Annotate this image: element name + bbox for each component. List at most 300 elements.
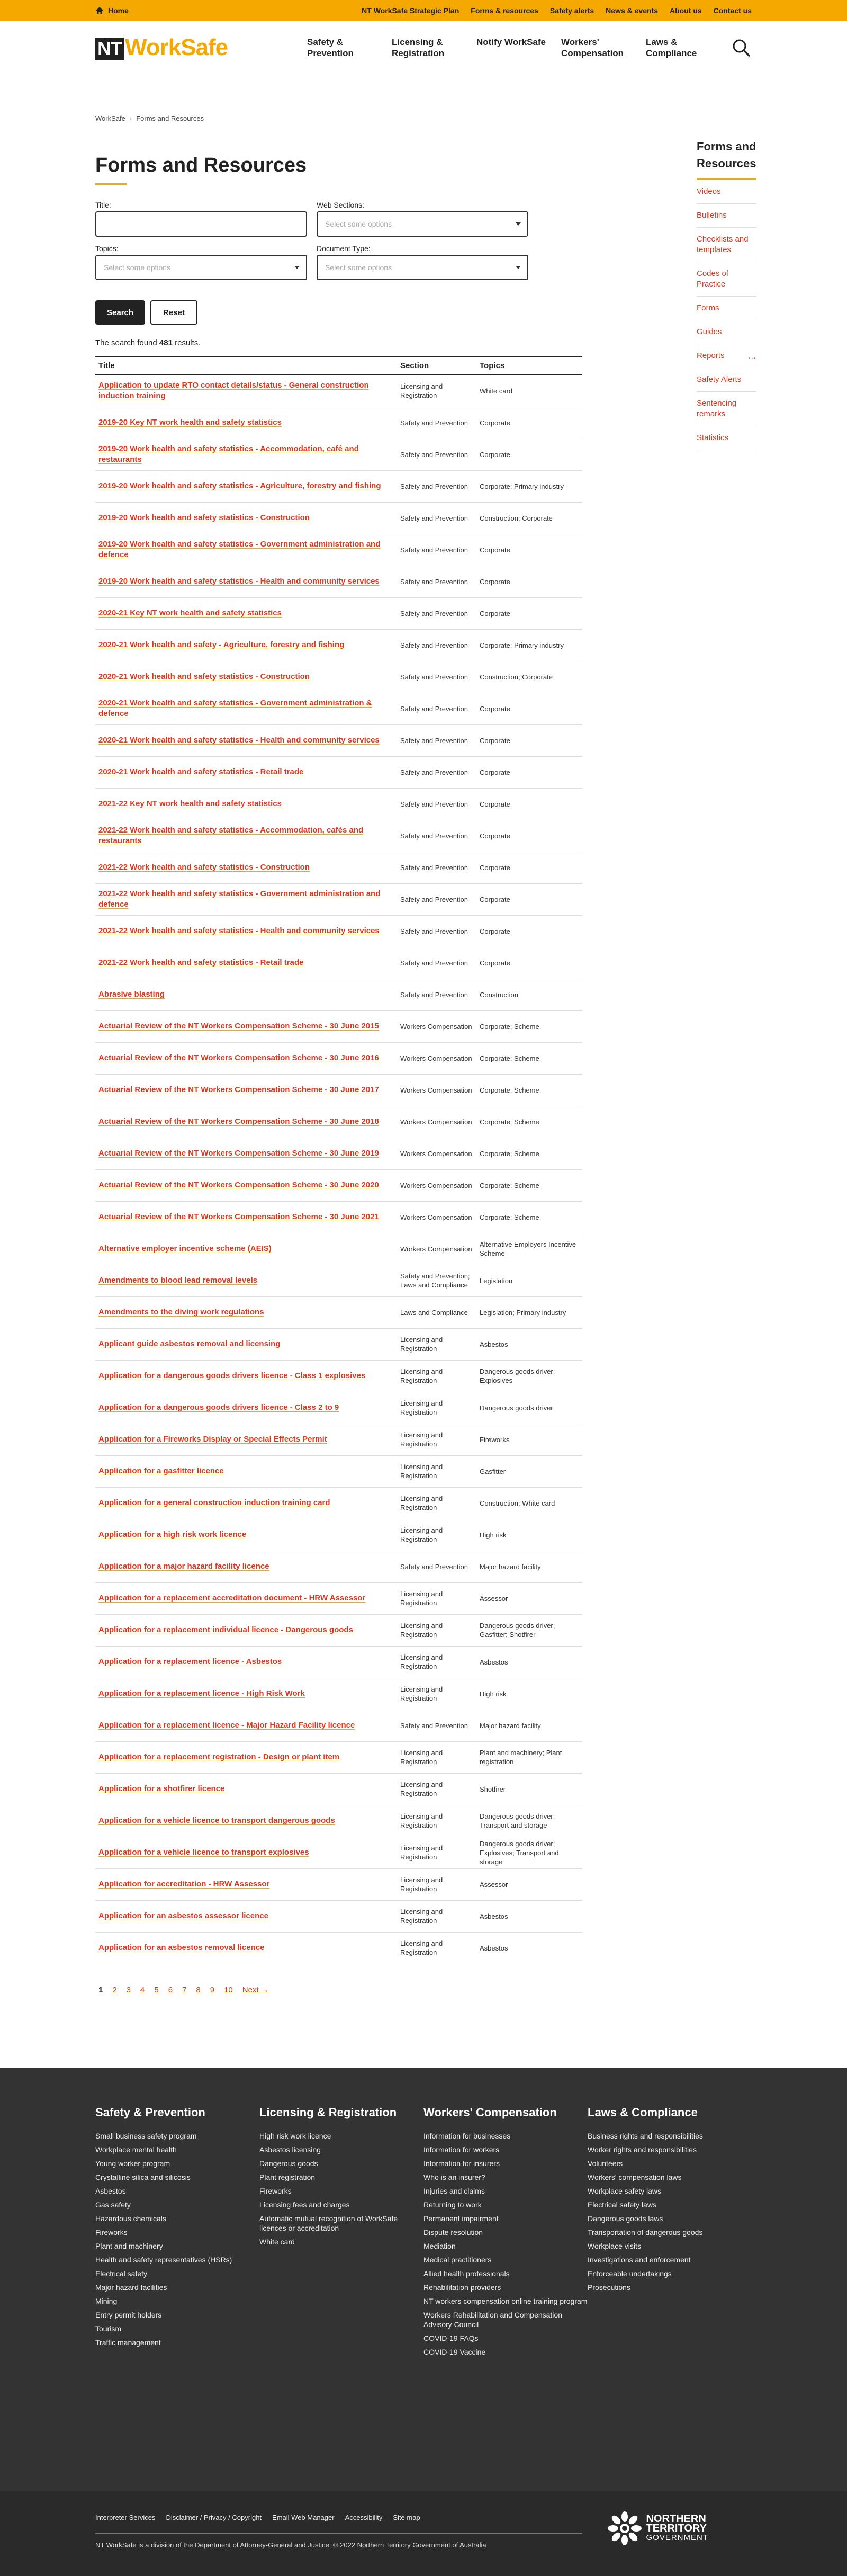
nav-item[interactable]: Notify WorkSafe [476,37,546,47]
utility-links [362,6,752,15]
table-row [95,1042,582,1074]
sidebar-list [697,180,756,450]
nt-government-logo [608,2511,708,2545]
cell-topics: Construction; White card [476,1487,582,1519]
cell-title [95,597,397,629]
section-sidebar [697,122,756,1994]
footer-copyright: NT WorkSafe is a division of the Department of Attorney-General and Justice. © 2022 Northern Territory Government of Australia [95,2541,486,2549]
sidebar-item[interactable] [697,320,756,344]
cell-topics: High risk [476,1519,582,1551]
cell-title [95,534,397,566]
footer-link[interactable]: Returning to work [424,2201,482,2209]
document-type-placeholder: Select some options [325,263,392,272]
cell-section: Safety and Prevention [397,979,476,1010]
footer-link[interactable]: Information for insurers [424,2159,500,2168]
resource-link[interactable]: Amendments to blood lead removal levels [98,1276,258,1285]
footer-link[interactable]: Plant registration [259,2173,316,2181]
cell-title [95,1741,397,1773]
page-link[interactable]: 10 [224,1985,233,1994]
footer-link[interactable]: Workplace visits [588,2242,641,2250]
footer-link[interactable]: Transportation of dangerous goods [588,2228,703,2237]
topics-select[interactable] [95,255,307,280]
document-type-select[interactable] [317,255,528,280]
resource-link[interactable]: 2020-21 Work health and safety statistics - Health and community services [98,736,380,745]
nav-item[interactable]: Safety & Prevention [307,37,354,58]
cell-topics: Asbestos [476,1932,582,1964]
footer-link[interactable]: Investigations and enforcement [588,2256,691,2264]
web-sections-label: Web Sections: [317,201,365,209]
footer-link[interactable]: White card [259,2238,295,2246]
cell-topics: High risk [476,1678,582,1710]
resource-link[interactable]: Application for a high risk work licence [98,1530,247,1539]
cell-title [95,724,397,756]
cell-section: Licensing and Registration [397,1837,476,1868]
table-row [95,693,582,724]
cell-section: Safety and Prevention [397,1710,476,1741]
footer-link[interactable]: NT workers compensation online training program [424,2297,588,2305]
page-link[interactable]: 2 [112,1985,117,1994]
column-header-topics: Topics [476,356,582,375]
footer-link[interactable]: Workers Rehabilitation and Compensation Advisory Council [424,2311,562,2329]
table-row [95,661,582,693]
cell-section: Licensing and Registration [397,1900,476,1932]
footer-link[interactable]: Crystalline silica and silicosis [95,2173,191,2181]
title-input[interactable] [95,211,307,237]
chevron-down-icon [516,266,521,269]
sidebar-item-label: Codes of Practice [697,269,729,289]
page-link[interactable]: 7 [182,1985,187,1994]
resource-link[interactable]: 2020-21 Key NT work health and safety statistics [98,609,282,618]
cell-topics: Corporate [476,852,582,883]
cell-section: Safety and Prevention [397,915,476,947]
sidebar-item[interactable] [697,204,756,228]
resource-link[interactable]: 2020-21 Work health and safety statistics - Government administration & defence [98,699,372,718]
nav-item[interactable]: Laws & Compliance [646,37,697,58]
resource-link[interactable]: Actuarial Review of the NT Workers Compensation Scheme - 30 June 2020 [98,1180,379,1189]
table-row [95,1582,582,1614]
resource-link[interactable]: 2021-22 Work health and safety statistics - Retail trade [98,958,304,967]
page-link[interactable]: 5 [154,1985,159,1994]
cell-topics: Construction; Corporate [476,661,582,693]
results-count [95,338,582,347]
footer-link[interactable]: Information for workers [424,2145,500,2154]
resource-link[interactable]: 2021-22 Key NT work health and safety statistics [98,799,282,808]
cell-section: Licensing and Registration [397,1805,476,1837]
footer-link[interactable]: Small business safety program [95,2132,197,2140]
cell-section: Safety and Prevention [397,724,476,756]
utility-link[interactable]: News & events [606,6,658,15]
table-row [95,407,582,439]
cell-title [95,1328,397,1360]
home-link[interactable] [95,6,129,15]
breadcrumb-separator: › [129,114,132,122]
footer-link[interactable]: Asbestos [95,2187,126,2195]
resource-link[interactable]: Application for a Fireworks Display or Special Effects Permit [98,1435,327,1444]
footer-link[interactable]: Gas safety [95,2201,131,2209]
resource-link[interactable]: 2020-21 Work health and safety - Agriculture, forestry and fishing [98,640,345,649]
results-prefix: The search found [95,338,159,347]
next-page-link[interactable]: Next → [242,1985,269,1994]
cell-section: Workers Compensation [397,1074,476,1106]
resource-link[interactable]: 2019-20 Key NT work health and safety statistics [98,418,282,427]
page-link[interactable]: 4 [140,1985,145,1994]
footer-link[interactable]: Medical practitioners [424,2256,492,2264]
footer-link[interactable]: Young worker program [95,2159,170,2168]
utility-link[interactable]: Forms & resources [471,6,538,15]
cell-title [95,1710,397,1741]
footer-link[interactable]: Dangerous goods laws [588,2214,663,2223]
footer-link[interactable]: COVID-19 Vaccine [424,2348,486,2356]
footer-link[interactable]: Volunteers [588,2159,623,2168]
table-row [95,1646,582,1678]
cell-topics: Fireworks [476,1424,582,1455]
footer-link[interactable]: Fireworks [259,2187,292,2195]
table-row [95,788,582,820]
table-row [95,1010,582,1042]
footer-link[interactable]: Worker rights and responsibilities [588,2145,697,2154]
cell-topics: Major hazard facility [476,1551,582,1582]
table-row [95,1773,582,1805]
footer-bottom-link[interactable]: Site map [393,2514,420,2521]
footer-bottom [0,2491,847,2576]
footer-link[interactable]: High risk work licence [259,2132,331,2140]
resource-link[interactable]: Application for a replacement registration - Design or plant item [98,1752,340,1761]
footer-link[interactable]: Business rights and responsibilities [588,2132,703,2140]
table-row [95,1487,582,1519]
footer-column [95,2106,259,2361]
footer-column [424,2106,588,2361]
footer-divider [95,2533,582,2534]
resource-link[interactable]: Application for a major hazard facility licence [98,1562,269,1571]
resource-link[interactable]: 2021-22 Work health and safety statistics - Accommodation, cafés and restaurants [98,826,364,845]
utility-link[interactable]: Safety alerts [549,6,594,15]
cell-topics: Corporate [476,407,582,439]
topics-label: Topics: [95,244,119,253]
search-button[interactable] [731,37,752,58]
footer-link-list [259,2131,424,2247]
table-row [95,1805,582,1837]
web-sections-select[interactable] [317,211,528,237]
search-submit-button[interactable]: Search [95,300,145,325]
cell-title [95,1360,397,1392]
resource-link[interactable]: 2021-22 Work health and safety statistics - Government administration and defence [98,889,381,909]
resource-link[interactable]: Application for a replacement licence - Major Hazard Facility licence [98,1721,355,1730]
cell-topics: Legislation; Primary industry [476,1296,582,1328]
resource-link[interactable]: Application for a dangerous goods drivers licence - Class 1 explosives [98,1371,366,1380]
cell-section: Safety and Prevention [397,788,476,820]
cell-topics: White card [476,375,582,407]
footer-link[interactable]: Who is an insurer? [424,2173,485,2181]
cell-title [95,375,397,407]
title-label: Title: [95,201,111,209]
table-row [95,1455,582,1487]
resource-link[interactable]: Actuarial Review of the NT Workers Compensation Scheme - 30 June 2015 [98,1022,379,1031]
web-sections-placeholder: Select some options [325,220,392,228]
main-content [95,122,582,1994]
resource-link[interactable]: Application for a replacement individual licence - Dangerous goods [98,1625,353,1634]
resource-link[interactable]: Alternative employer incentive scheme (AEIS) [98,1244,272,1253]
resource-link[interactable]: 2019-20 Work health and safety statistics - Accommodation, café and restaurants [98,444,359,464]
footer-link[interactable]: Traffic management [95,2338,161,2347]
sidebar-item[interactable] [697,344,756,368]
footer-link[interactable]: Plant and machinery [95,2242,163,2250]
sidebar-item[interactable] [697,392,756,426]
cell-title [95,693,397,724]
table-row [95,1424,582,1455]
resource-link[interactable]: Actuarial Review of the NT Workers Compensation Scheme - 30 June 2016 [98,1053,379,1062]
resource-link[interactable]: 2021-22 Work health and safety statistics - Construction [98,863,310,872]
resource-link[interactable]: Application for a gasfitter licence [98,1466,224,1475]
utility-link[interactable]: NT WorkSafe Strategic Plan [362,6,459,15]
resource-link[interactable]: Actuarial Review of the NT Workers Compensation Scheme - 30 June 2018 [98,1117,379,1126]
page-title: Forms and Resources [95,154,307,176]
cell-section: Licensing and Registration [397,1932,476,1964]
cell-title [95,947,397,979]
resource-link[interactable]: Amendments to the diving work regulations [98,1308,264,1317]
sidebar-item[interactable] [697,368,756,392]
cell-topics: Dangerous goods driver; Transport and storage [476,1805,582,1837]
resource-link[interactable]: Application for a vehicle licence to transport dangerous goods [98,1816,335,1825]
footer-link[interactable]: Mediation [424,2242,456,2250]
footer-link[interactable]: Electrical safety laws [588,2201,656,2209]
page-link[interactable]: 8 [196,1985,201,1994]
table-row [95,597,582,629]
cell-section: Licensing and Registration [397,1455,476,1487]
nav-item[interactable]: Licensing & Registration [392,37,445,58]
resource-link[interactable]: Application for a replacement licence - Asbestos [98,1657,282,1666]
footer-link[interactable]: Workers' compensation laws [588,2173,682,2181]
cell-topics: Corporate [476,724,582,756]
footer-link[interactable]: Enforceable undertakings [588,2269,672,2278]
footer-link[interactable]: Allied health professionals [424,2269,510,2278]
chevron-down-icon [516,222,521,226]
cell-title [95,883,397,915]
resource-link[interactable]: Application for a dangerous goods drivers licence - Class 2 to 9 [98,1403,339,1412]
page-link[interactable]: 3 [126,1985,131,1994]
cell-topics: Alternative Employers Incentive Scheme [476,1233,582,1265]
utility-link[interactable]: About us [670,6,702,15]
footer-column-title: Workers' Compensation [424,2106,557,2119]
footer-link[interactable]: Electrical safety [95,2269,148,2278]
cell-section: Safety and Prevention [397,883,476,915]
table-row [95,502,582,534]
cell-topics: Construction [476,979,582,1010]
table-row [95,1201,582,1233]
footer-link[interactable]: Workplace mental health [95,2145,177,2154]
table-row [95,1868,582,1900]
resource-link[interactable]: Actuarial Review of the NT Workers Compensation Scheme - 30 June 2019 [98,1149,379,1158]
sidebar-item-label: Bulletins [697,211,727,220]
table-row [95,1360,582,1392]
resource-link[interactable]: Application to update RTO contact details/status - General construction induction training [98,381,369,401]
sidebar-item[interactable] [697,180,756,204]
resource-link[interactable]: Application for a shotfirer licence [98,1784,225,1793]
cell-topics: Plant and machinery; Plant registration [476,1741,582,1773]
resource-link[interactable]: 2020-21 Work health and safety statistics - Retail trade [98,767,304,776]
footer-link[interactable]: Hazardous chemicals [95,2214,166,2223]
resource-link[interactable]: 2019-20 Work health and safety statistics - Health and community services [98,577,380,586]
column-header-title: Title [95,356,397,375]
nav-item[interactable]: Workers' Compensation [561,37,624,58]
footer-bottom-link[interactable]: Accessibility [345,2514,383,2521]
footer-link[interactable]: Prosecutions [588,2283,630,2292]
cell-section: Laws and Compliance [397,1296,476,1328]
sidebar-item-label: Statistics [697,433,729,442]
table-row [95,883,582,915]
footer-link-list [424,2131,588,2357]
table-row [95,1837,582,1868]
cell-section: Licensing and Registration [397,1328,476,1360]
cell-section: Safety and Prevention [397,439,476,470]
resource-link[interactable]: Abrasive blasting [98,990,165,999]
table-row [95,1392,582,1424]
resource-link[interactable]: Actuarial Review of the NT Workers Compensation Scheme - 30 June 2021 [98,1212,379,1221]
footer-link[interactable]: Mining [95,2297,118,2305]
search-filters [95,201,582,280]
table-row [95,1519,582,1551]
search-icon [732,38,751,57]
sidebar-title: Forms and Resources [697,140,756,170]
table-row [95,979,582,1010]
footer-link-list [588,2131,752,2292]
cell-section: Safety and Prevention [397,756,476,788]
cell-title [95,1265,397,1296]
table-row [95,820,582,852]
page-link[interactable]: 9 [210,1985,215,1994]
resource-link[interactable]: Application for an asbestos assessor licence [98,1911,268,1920]
sidebar-item-label: Sentencing remarks [697,399,737,418]
footer-link[interactable]: COVID-19 FAQs [424,2334,479,2342]
cell-section: Licensing and Registration [397,1646,476,1678]
page-link[interactable]: 6 [168,1985,173,1994]
resource-link[interactable]: Applicant guide asbestos removal and licensing [98,1339,281,1348]
table-row [95,375,582,407]
footer-link[interactable]: Automatic mutual recognition of WorkSafe licences or accreditation [259,2214,398,2232]
cell-title [95,1868,397,1900]
table-row [95,566,582,597]
cell-title [95,1678,397,1710]
footer-link[interactable]: Rehabilitation providers [424,2283,501,2292]
resource-link[interactable]: Application for an asbestos removal licence [98,1943,265,1952]
sidebar-item-label: Guides [697,327,722,336]
cell-title [95,1106,397,1138]
cell-section: Licensing and Registration [397,1741,476,1773]
cell-title [95,661,397,693]
sidebar-item[interactable] [697,297,756,320]
footer-bottom-link[interactable]: Interpreter Services [95,2514,156,2521]
resource-link[interactable]: Application for a replacement accreditation document - HRW Assessor [98,1594,366,1603]
table-row [95,439,582,470]
footer-link[interactable]: Permanent impairment [424,2214,499,2223]
footer-bottom-link[interactable]: Email Web Manager [272,2514,335,2521]
resource-link[interactable]: 2020-21 Work health and safety statistics - Construction [98,672,310,681]
resource-link[interactable]: 2019-20 Work health and safety statistics - Construction [98,513,310,522]
reset-button[interactable]: Reset [150,300,197,325]
resource-link[interactable]: Application for a general construction induction training card [98,1498,330,1507]
footer-column-title: Laws & Compliance [588,2106,698,2119]
footer-link[interactable]: Tourism [95,2324,122,2333]
footer-link[interactable]: Major hazard facilities [95,2283,167,2292]
resource-link[interactable]: Application for a vehicle licence to transport explosives [98,1848,309,1857]
sidebar-item[interactable] [697,262,756,297]
cell-section: Safety and Prevention [397,1551,476,1582]
cell-topics: Corporate [476,788,582,820]
footer-bottom-link[interactable]: Disclaimer / Privacy / Copyright [166,2514,262,2521]
cell-topics: Gasfitter [476,1455,582,1487]
footer-link[interactable]: Asbestos licensing [259,2145,321,2154]
table-row [95,1106,582,1138]
resource-link[interactable]: Application for a replacement licence - High Risk Work [98,1689,305,1698]
footer-link[interactable]: Dangerous goods [259,2159,318,2168]
sidebar-item-label: Checklists and templates [697,235,749,254]
table-row [95,1265,582,1296]
cell-section: Licensing and Registration [397,1392,476,1424]
table-row [95,1678,582,1710]
worksafe-logo[interactable] [95,34,307,61]
cell-title [95,470,397,502]
breadcrumb-home[interactable]: WorkSafe [95,114,125,122]
nt-government-wordmark [646,2514,708,2543]
cell-title [95,1201,397,1233]
resource-link[interactable]: 2021-22 Work health and safety statistics - Health and community services [98,926,380,935]
table-row [95,1138,582,1169]
utility-link[interactable]: Contact us [713,6,752,15]
table-row [95,534,582,566]
sidebar-item[interactable] [697,426,756,450]
table-row [95,1074,582,1106]
cell-topics: Major hazard facility [476,1710,582,1741]
site-header [0,21,847,74]
cell-title [95,1614,397,1646]
sidebar-item[interactable] [697,228,756,262]
cell-title [95,1138,397,1169]
title-underline [95,183,127,185]
cell-title [95,1169,397,1201]
footer-link[interactable]: Dispute resolution [424,2228,483,2237]
footer-link[interactable]: Licensing fees and charges [259,2201,350,2209]
footer-link[interactable]: Entry permit holders [95,2311,162,2319]
cell-topics: Asbestos [476,1328,582,1360]
cell-topics: Dangerous goods driver; Explosives [476,1360,582,1392]
document-type-label: Document Type: [317,244,371,253]
footer-link[interactable]: Fireworks [95,2228,128,2237]
resource-link[interactable]: 2019-20 Work health and safety statistics - Agriculture, forestry and fishing [98,481,381,490]
footer-link[interactable]: Workplace safety laws [588,2187,662,2195]
resource-link[interactable]: Actuarial Review of the NT Workers Compensation Scheme - 30 June 2017 [98,1085,379,1094]
logo-nt: NT [95,38,124,60]
footer-link[interactable]: Injuries and claims [424,2187,485,2195]
table-row [95,724,582,756]
cell-title [95,979,397,1010]
cell-title [95,1455,397,1487]
resource-link[interactable]: Application for accreditation - HRW Assessor [98,1880,270,1889]
cell-title [95,915,397,947]
cell-section: Licensing and Registration [397,1614,476,1646]
cell-title [95,629,397,661]
cell-section: Safety and Prevention [397,820,476,852]
footer-link[interactable]: Health and safety representatives (HSRs) [95,2256,232,2264]
resource-link[interactable]: 2019-20 Work health and safety statistics - Government administration and defence [98,540,381,559]
breadcrumb [0,74,847,122]
table-row [95,629,582,661]
expand-icon[interactable]: ... [748,352,756,360]
cell-title [95,1932,397,1964]
topics-placeholder: Select some options [104,263,171,272]
cell-topics: Corporate [476,566,582,597]
cell-title [95,756,397,788]
footer-link[interactable]: Information for businesses [424,2132,511,2140]
cell-title [95,1837,397,1868]
